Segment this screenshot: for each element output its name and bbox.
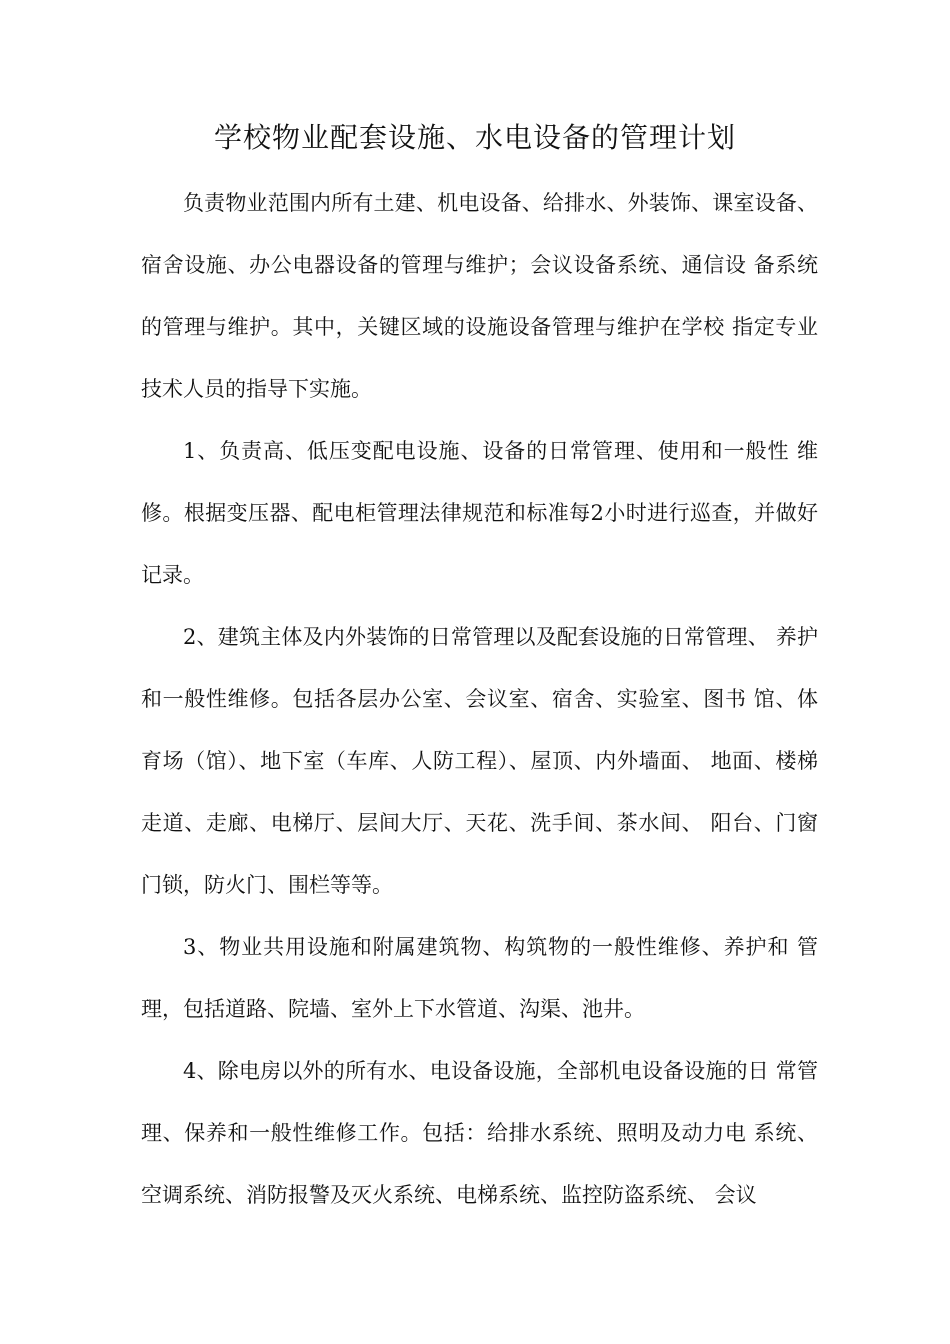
paragraph-item-2: 2、建筑主体及内外装饰的日常管理以及配套设施的日常管理、 养护和一般性维修。包括各层办公室、会议室、宿舍、实验室、图书 馆、体育场（馆）、地下室（车库、人防工程）、屋顶、内外墙面、 地面、楼梯走道、走廊、电梯厅、层间大厅、天花、洗手间、茶水间、 阳台、门窗门锁，防火门、围栏等等。 [141,625,818,897]
paragraph-item-4: 4、除电房以外的所有水、电设备设施，全部机电设备设施的日 常管理、保养和一般性维修工作。包括：给排水系统、照明及动力电 系统、空调系统、消防报警及灭火系统、电梯系统、监控防盗系统、 会议 [141,1059,818,1207]
document-body [141,172,818,1226]
paragraph-item-1: 1、负责高、低压变配电设施、设备的日常管理、使用和一般性 维修。根据变压器、配电柜管理法律规范和标准每2小时进行巡查，并做好记录。 [141,439,818,587]
document-title: 学校物业配套设施、水电设备的管理计划 [213,121,736,154]
paragraph-item-3: 3、物业共用设施和附属建筑物、构筑物的一般性维修、养护和 管理，包括道路、院墙、室外上下水管道、沟渠、池井。 [141,935,818,1021]
paragraph-scope: 负责物业范围内所有土建、机电设备、给排水、外装饰、课室设备、宿舍设施、办公电器设备的管理与维护；会议设备系统、通信设 备系统的管理与维护。其中，关键区域的设施设备管理与维护在学校 指定专业技术人员的指导下实施。 [141,191,818,401]
